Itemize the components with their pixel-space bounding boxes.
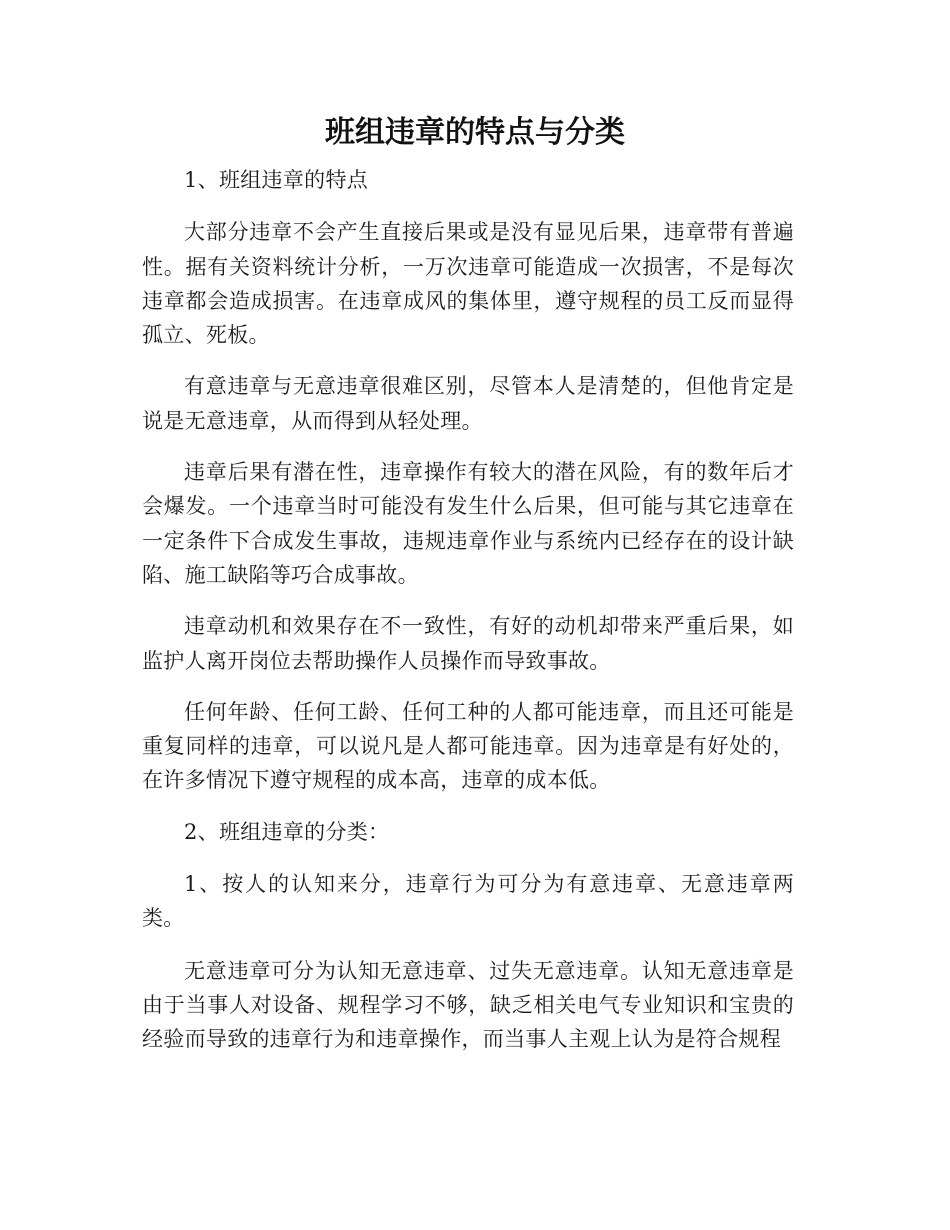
section-heading-characteristics: 1、班组违章的特点 [184, 168, 369, 192]
section-heading-classification: 2、班组违章的分类： [184, 819, 390, 844]
paragraph: 违章动机和效果存在不一致性，有好的动机却带来严重后果，如监护人离开岗位去帮助操作人员操作而导致事故。 [142, 614, 794, 673]
paragraph: 违章后果有潜在性，违章操作有较大的潜在风险，有的数年后才会爆发。一个违章当时可能没有发生什么后果，但可能与其它违章在一定条件下合成发生事故，违规违章作业与系统内已经存在的设计缺陷、施工缺陷等巧合成事故。 [142, 460, 794, 587]
subsection-heading: 1、按人的认知来分，违章行为可分为有意违章、无意违章两类。 [142, 872, 794, 931]
document-title: 班组违章的特点与分类 [325, 115, 625, 150]
paragraph: 大部分违章不会产生直接后果或是没有显见后果，违章带有普遍性。据有关资料统计分析，一万次违章可能造成一次损害，不是每次违章都会造成损害。在违章成风的集体里，遵守规程的员工反而显得孤立、死板。 [142, 220, 794, 348]
paragraph: 有意违章与无意违章很难区别，尽管本人是清楚的，但他肯定是说是无意违章，从而得到从轻处理。 [142, 374, 794, 433]
document-body [142, 163, 794, 1074]
paragraph: 任何年龄、任何工龄、任何工种的人都可能违章，而且还可能是重复同样的违章，可以说凡是人都可能违章。因为违章是有好处的，在许多情况下遵守规程的成本高，违章的成本低。 [142, 699, 794, 793]
paragraph: 无意违章可分为认知无意违章、过失无意违章。认知无意违章是由于当事人对设备、规程学习不够，缺乏相关电气专业知识和宝贵的经验而导致的违章行为和违章操作，而当事人主观上认为是符合规程 [142, 958, 794, 1052]
